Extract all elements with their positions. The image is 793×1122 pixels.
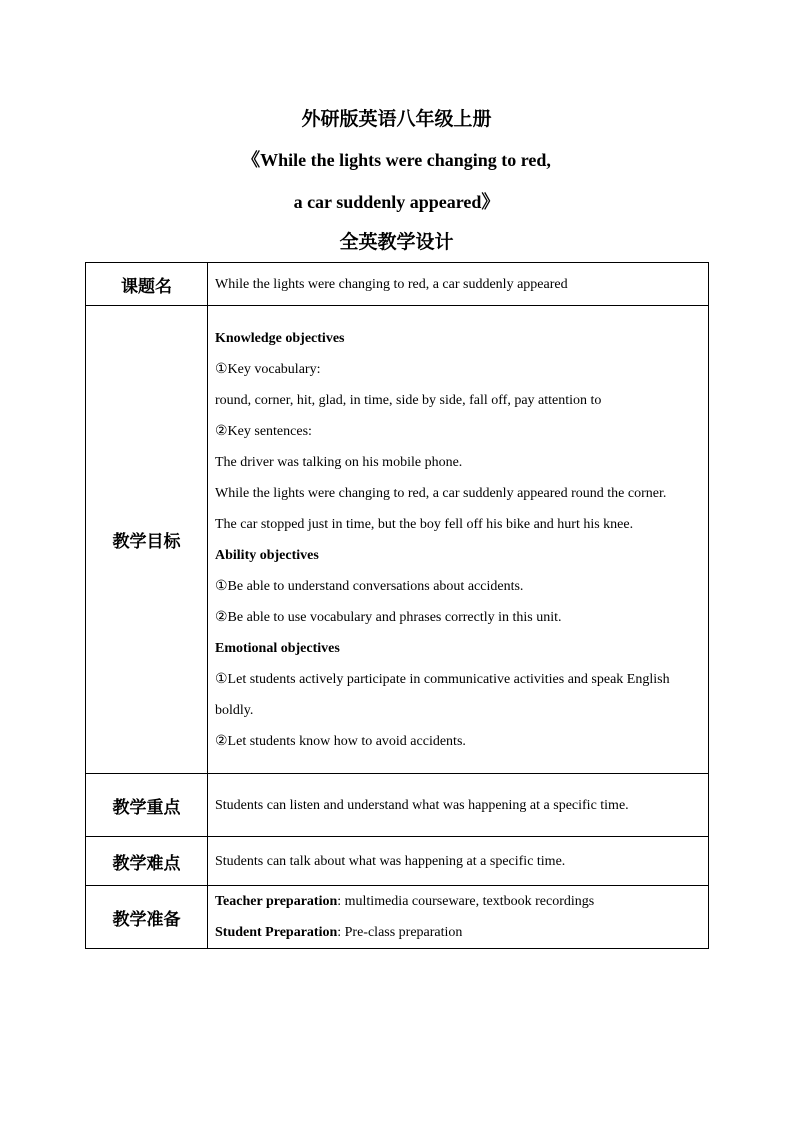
ability-heading: Ability objectives xyxy=(215,547,319,563)
student-preparation-label: Student Preparation xyxy=(215,925,338,940)
lesson-plan-table xyxy=(85,262,709,949)
vocab-list: round, corner, hit, glad, in time, side by side, fall off, pay attention to xyxy=(215,392,602,408)
preparation-label: 教学准备 xyxy=(86,886,208,949)
table-row-preparation xyxy=(86,886,709,949)
objectives-content xyxy=(208,306,709,774)
difficulties-label: 教学难点 xyxy=(86,837,208,886)
student-preparation xyxy=(215,917,704,948)
key-points-value: Students can listen and understand what was happening at a specific time. xyxy=(208,774,709,837)
table-row-difficulties xyxy=(86,837,709,886)
preparation-content xyxy=(208,886,709,949)
title-lesson-line2: a car suddenly appeared》 xyxy=(293,192,500,212)
ability-objective-2: ②Be able to use vocabulary and phrases correctly in this unit. xyxy=(215,609,562,625)
topic-value: While the lights were changing to red, a car suddenly appeared xyxy=(208,263,709,306)
emotional-objective-2: ②Let students know how to avoid accidents. xyxy=(215,733,466,749)
title-textbook: 外研版英语八年级上册 xyxy=(301,108,492,130)
topic-label: 课题名 xyxy=(86,263,208,306)
key-sentence-1: The driver was talking on his mobile phone. xyxy=(215,454,463,470)
difficulties-value: Students can talk about what was happening at a specific time. xyxy=(208,837,709,886)
title-lesson-line1: 《While the lights were changing to red, xyxy=(242,150,551,170)
sentences-heading: ②Key sentences: xyxy=(215,423,312,439)
objectives-label: 教学目标 xyxy=(86,306,208,774)
knowledge-heading: Knowledge objectives xyxy=(215,330,345,346)
key-sentence-2: While the lights were changing to red, a car suddenly appeared round the corner. xyxy=(215,485,667,501)
title-design: 全英教学设计 xyxy=(339,231,454,253)
vocab-heading: ①Key vocabulary: xyxy=(215,361,321,377)
key-points-label: 教学重点 xyxy=(86,774,208,837)
key-sentence-3: The car stopped just in time, but the boy fell off his bike and hurt his knee. xyxy=(215,516,634,532)
teacher-preparation xyxy=(215,886,704,917)
student-preparation-value: : Pre-class preparation xyxy=(337,925,463,940)
teacher-preparation-label: Teacher preparation xyxy=(215,894,338,909)
emotional-heading: Emotional objectives xyxy=(215,640,340,656)
teacher-preparation-value: : multimedia courseware, textbook recordings xyxy=(337,894,595,909)
table-row-key-points xyxy=(86,774,709,837)
ability-objective-1: ①Be able to understand conversations about accidents. xyxy=(215,578,524,594)
emotional-objective-1: ①Let students actively participate in communicative activities and speak English boldly. xyxy=(215,671,670,718)
table-row-objectives xyxy=(86,306,709,774)
table-row-topic xyxy=(86,263,709,306)
